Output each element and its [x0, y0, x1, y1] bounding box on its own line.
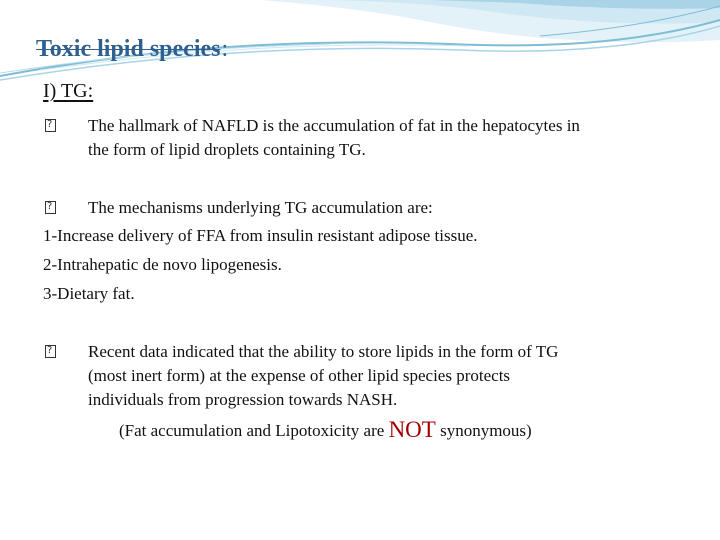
missing-glyph-icon: [45, 345, 56, 358]
bullet-3-text: [88, 340, 558, 412]
bullet-2-text: The mechanisms underlying TG accumulation are:: [88, 198, 433, 217]
numbered-item-2: 2-Intrahepatic de novo lipogenesis.: [43, 255, 282, 274]
footnote-after: synonymous): [435, 421, 532, 440]
wave-band-top: [430, 0, 720, 9]
bullet-1-icon: [45, 114, 56, 138]
numbered-item-3: 3-Dietary fat.: [43, 284, 135, 303]
bullet-3-line-3: individuals from progression towards NASH.: [88, 390, 398, 409]
slide-title-colon: :: [221, 36, 229, 62]
section-heading: I) TG:: [43, 80, 94, 102]
footnote-emphasis: NOT: [388, 417, 436, 442]
bullet-2-icon: [45, 196, 56, 220]
slide-title-text: Toxic lipid species: [36, 36, 221, 62]
numbered-item-1: 1-Increase delivery of FFA from insulin resistant adipose tissue.: [43, 226, 478, 245]
missing-glyph-icon: [45, 119, 56, 132]
bullet-3-line-1: Recent data indicated that the ability to store lipids in the form of TG: [88, 342, 559, 361]
wave-band-mid: [330, 0, 720, 24]
slide-title: [36, 36, 228, 63]
bullet-1-line-2: the form of lipid droplets containing TG.: [88, 140, 366, 159]
bullet-1-line-1: The hallmark of NAFLD is the accumulation of fat in the hepatocytes in: [88, 116, 580, 135]
footnote: [119, 417, 532, 443]
missing-glyph-icon: [45, 201, 56, 214]
wave-line-5: [540, 6, 720, 36]
bullet-1-text: [88, 114, 580, 162]
bullet-3-icon: [45, 340, 56, 364]
footnote-before: (Fat accumulation and Lipotoxicity are: [119, 421, 389, 440]
bullet-3-line-2: (most inert form) at the expense of other lipid species protects: [88, 366, 511, 385]
wave-band-back: [260, 0, 720, 42]
